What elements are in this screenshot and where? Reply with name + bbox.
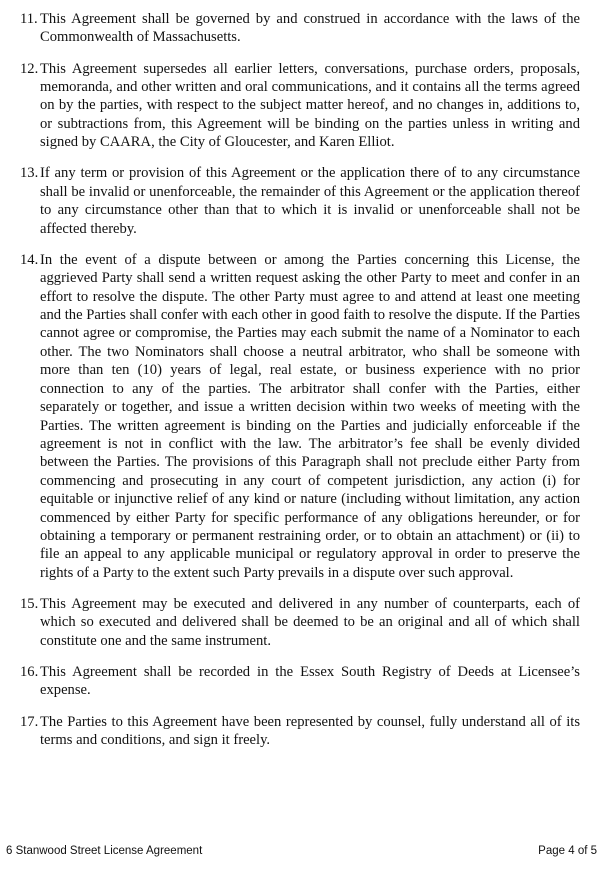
footer-document-title: 6 Stanwood Street License Agreement bbox=[6, 845, 203, 857]
clause-14 bbox=[20, 251, 580, 582]
clause-number: 11. bbox=[20, 11, 38, 27]
footer-page-number: Page 4 of 5 bbox=[538, 845, 597, 857]
clause-number: 16. bbox=[20, 663, 39, 680]
clause-15 bbox=[20, 595, 580, 650]
clause-text: If any term or provision of this Agreement or the application there of to any circumstance shall be invalid or unenforceable, the remainder of this Agreement or the application thereof to any circumstance other than that to which it is invalid or unenforceable shall not be affected thereby. bbox=[40, 165, 580, 237]
clause-number: 14. bbox=[20, 251, 39, 268]
clause-text: In the event of a dispute between or among the Parties concerning this License, the aggrieved Party shall send a written request asking the other Party to meet and confer in an effort to resolve the dispute. The other Party must agree to and attend at least one meeting and the Parties shall confer with each other in good faith to resolve the dispute. If the Parties cannot agree or compromise, the Parties may each submit the name of a Nominator to each other. The two Nominators shall choose a neutral arbitrator, who shall be someone with more than ten (10) years of legal, real estate, or business experience with no prior connection to any of the parties. The arbitrator shall confer with the Parties, either separately or together, and issue a written decision within two weeks of meeting with the Parties. The written agreement is binding on the Parties and judicially enforceable if the agreement is not in conflict with the law. The arbitrator’s fee shall be evenly divided between the Parties. The provisions of this Paragraph shall not preclude either Party from commencing and prosecuting in any court of competent jurisdiction, any action (i) for equitable or injunctive relief of any kind or nature (including without limitation, any action commenced by either Party for specific performance of any obligations hereunder, or for obtaining a temporary or permanent restraining order, or to obtain an attachment) or (ii) to file an appeal to any applicable municipal or regulatory approval in order to preserve the rights of a Party to the extent such Party prevails in a dispute over such approval. bbox=[40, 251, 580, 581]
clause-17 bbox=[20, 713, 580, 750]
clause-number: 15. bbox=[20, 595, 39, 612]
clause-text: This Agreement shall be governed by and construed in accordance with the laws of the Commonwealth of Massachusetts. bbox=[40, 11, 580, 46]
clause-13 bbox=[20, 164, 580, 238]
clause-number: 17. bbox=[20, 713, 39, 730]
clause-12 bbox=[20, 60, 580, 152]
clause-number: 12. bbox=[20, 60, 39, 77]
clause-text: The Parties to this Agreement have been represented by counsel, fully understand all of its terms and conditions, and sign it freely. bbox=[40, 713, 580, 748]
clause-text: This Agreement supersedes all earlier letters, conversations, purchase orders, proposals, memoranda, and other written and oral communications, and it contains all the terms agreed on by the parties, with respect to the subject matter hereof, and no changes in, additions to, or subtractions from, this Agreement will be binding on the parties unless in writing and signed by CAARA, the City of Gloucester, and Karen Elliot. bbox=[40, 60, 580, 151]
clause-16 bbox=[20, 663, 580, 700]
clause-text: This Agreement shall be recorded in the Essex South Registry of Deeds at Licensee’s expense. bbox=[40, 663, 580, 699]
clause-text: This Agreement may be executed and delivered in any number of counterparts, each of which so executed and delivered shall be deemed to be an original and all of which shall constitute one and the same instrument. bbox=[40, 595, 580, 649]
clause-number: 13. bbox=[20, 165, 39, 182]
agreement-body bbox=[20, 10, 580, 762]
clause-11 bbox=[20, 10, 580, 47]
